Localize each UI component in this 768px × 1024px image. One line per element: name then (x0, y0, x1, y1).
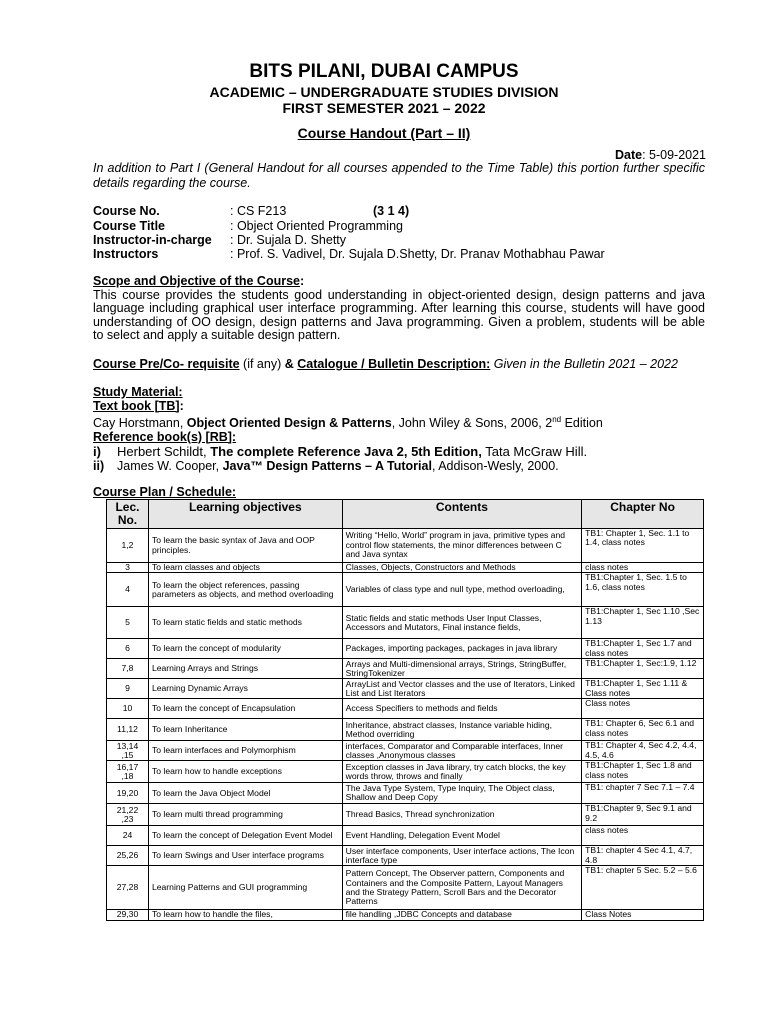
contents-cell: file handling ,JDBC Concepts and database (342, 910, 582, 920)
table-row (107, 699, 704, 719)
prereq-amp: & (284, 357, 298, 371)
objective-cell: To learn the object references, passing parameters as objects, and method overloading (148, 573, 342, 607)
lec-cell: 16,17 ,18 (107, 761, 149, 783)
refbook-2-title: Java™ Design Patterns – A Tutorial (222, 459, 432, 474)
contents-cell: Writing “Hello, World” program in java, primitive types and control flow statements, the minor differences between C and Java syntax (342, 529, 582, 563)
chapter-cell: TB1:Chapter 1, Sec 1.10 ,Sec 1.13 (582, 607, 704, 639)
contents-cell: Packages, importing packages, packages in java library (342, 639, 582, 659)
chapter-cell: TB1:Chapter 1, Sec:1.9, 1.12 (582, 659, 704, 679)
catalogue-value: Given in the Bulletin 2021 – 2022 (490, 357, 678, 371)
table-row (107, 659, 704, 679)
table-row (107, 639, 704, 659)
course-credits: (3 1 4) (373, 204, 410, 218)
lec-cell: 24 (107, 826, 149, 846)
lec-cell: 10 (107, 699, 149, 719)
table-row (107, 529, 704, 563)
objective-cell: To learn the Java Object Model (148, 783, 342, 804)
refbook-heading: Reference book(s) [RB]: (93, 429, 237, 444)
lec-cell: 19,20 (107, 783, 149, 804)
col-lec-no: Lec. No. (107, 500, 149, 529)
refbook-1-num: i) (93, 444, 101, 460)
contents-cell: interfaces, Comparator and Comparable interfaces, Inner classes ,Anonymous classes (342, 741, 582, 761)
instructors-value (230, 247, 605, 261)
lec-cell: 6 (107, 639, 149, 659)
objective-cell: To learn classes and objects (148, 563, 342, 573)
chapter-cell: Class notes (582, 699, 704, 719)
scope-section (93, 275, 705, 343)
objective-cell: To learn interfaces and Polymorphism (148, 741, 342, 761)
course-no-label: Course No. (93, 204, 160, 218)
contents-cell: ArrayList and Vector classes and the use of Iterators, Linked List and List Iterators (342, 679, 582, 699)
scope-colon: : (300, 274, 305, 288)
course-no-value: : CS F213 (230, 204, 287, 218)
table-row (107, 563, 704, 573)
table-row (107, 679, 704, 699)
chapter-cell: TB1: chapter 5 Sec. 5.2 – 5.6 (582, 866, 704, 910)
lec-cell: 4 (107, 573, 149, 607)
objective-cell: To learn Swings and User interface programs (148, 846, 342, 866)
contents-cell: Access Specifiers to methods and fields (342, 699, 582, 719)
refbook-item-2 (93, 459, 705, 474)
col-chapter-no: Chapter No (582, 500, 704, 529)
table-row (107, 741, 704, 761)
instructors-label: Instructors (93, 247, 159, 261)
handout-title: Course Handout (Part – II) (297, 125, 471, 141)
contents-cell: Arrays and Multi-dimensional arrays, Strings, StringBuffer, StringTokenizer (342, 659, 582, 679)
prereq-ifany: (if any) (239, 357, 285, 371)
lec-cell: 3 (107, 563, 149, 573)
table-row (107, 804, 704, 826)
chapter-cell: TB1:Chapter 1, Sec 1.11 & Class notes (582, 679, 704, 699)
contents-cell: Variables of class type and null type, method overloading, (342, 573, 582, 607)
refbook-1-author: Herbert Schildt, (117, 444, 211, 460)
refbook-2-num: ii) (93, 459, 105, 474)
objective-cell: To learn multi thread programming (148, 804, 342, 826)
chapter-cell: TB1: Chapter 1, Sec. 1.1 to 1.4, class notes (582, 529, 704, 563)
col-learning-objectives: Learning objectives (148, 500, 342, 529)
instructor-others: , Dr. Sujala D.Shetty, Dr. Pranav Mothabhau Pawar (322, 247, 605, 261)
table-row (107, 607, 704, 639)
ic-label: Instructor-in-charge (93, 233, 212, 247)
catalogue-heading: Catalogue / Bulletin Description: (297, 357, 491, 371)
refbook-2-author: James W. Cooper, (117, 459, 223, 474)
contents-cell: Thread Basics, Thread synchronization (342, 804, 582, 826)
textbook-title: Object Oriented Design & Patterns (186, 416, 392, 431)
contents-cell: User interface components, User interface actions, The Icon interface type (342, 846, 582, 866)
plan-heading: Course Plan / Schedule: (93, 485, 237, 499)
institution-title: BITS PILANI, DUBAI CAMPUS (249, 61, 519, 82)
contents-cell: The Java Type System, Type Inquiry, The Object class, Shallow and Deep Copy (342, 783, 582, 804)
table-row (107, 783, 704, 804)
course-title-value: : Object Oriented Programming (230, 219, 403, 233)
date-value: : 5-09-2021 (642, 148, 706, 162)
lec-cell: 27,28 (107, 866, 149, 910)
course-title-label: Course Title (93, 219, 166, 233)
objective-cell: To learn how to handle the files, (148, 910, 342, 920)
textbook-sup: nd (552, 415, 562, 424)
col-contents: Contents (342, 500, 582, 529)
contents-cell: Classes, Objects, Constructors and Methods (342, 563, 582, 573)
refbook-1-publisher: Tata McGraw Hill. (481, 444, 588, 460)
contents-cell: Inheritance, abstract classes, Instance variable hiding, Method overriding (342, 719, 582, 741)
instructor-lead: : Prof. S. Vadivel (230, 247, 323, 261)
lec-cell: 29,30 (107, 910, 149, 920)
date-label: Date (614, 148, 643, 162)
prereq-heading: Course Pre/Co- requisite (93, 357, 240, 371)
chapter-cell: TB1:Chapter 1, Sec 1.7 and class notes (582, 639, 704, 659)
scope-heading: Scope and Objective of the Course (93, 274, 300, 288)
objective-cell: To learn the concept of Delegation Event Model (148, 826, 342, 846)
chapter-cell: TB1: chapter 4 Sec 4.1, 4.7, 4.8 (582, 846, 704, 866)
handout-date (615, 148, 706, 162)
objective-cell: To learn Inheritance (148, 719, 342, 741)
lec-cell: 13,14 ,15 (107, 741, 149, 761)
study-heading: Study Material: (93, 385, 183, 399)
objective-cell: Learning Patterns and GUI programming (148, 866, 342, 910)
lec-cell: 7,8 (107, 659, 149, 679)
contents-cell: Event Handling, Delegation Event Model (342, 826, 582, 846)
table-row (107, 910, 704, 920)
chapter-cell: TB1: Chapter 4, Sec 4.2, 4.4, 4.5, 4.6 (582, 741, 704, 761)
refbook-2-publisher: , Addison-Wesly, 2000. (431, 459, 559, 474)
objective-cell: Learning Arrays and Strings (148, 659, 342, 679)
textbook-heading: Text book [TB] (93, 398, 180, 413)
chapter-cell: class notes (582, 826, 704, 846)
course-plan-table (106, 499, 704, 921)
table-header-row (107, 500, 704, 529)
semester-title: FIRST SEMESTER 2021 – 2022 (282, 100, 486, 116)
objective-cell: To learn the concept of Encapsulation (148, 699, 342, 719)
chapter-cell: TB1:Chapter 1, Sec 1.8 and class notes (582, 761, 704, 783)
objective-cell: Learning Dynamic Arrays (148, 679, 342, 699)
chapter-cell: TB1: chapter 7 Sec 7.1 – 7.4 (582, 783, 704, 804)
lec-cell: 1,2 (107, 529, 149, 563)
refbook-1-title: The complete Reference Java 2, 5th Edition, (210, 444, 482, 460)
chapter-cell: TB1: Chapter 6, Sec 6.1 and class notes (582, 719, 704, 741)
table-row (107, 846, 704, 866)
contents-cell: Pattern Concept, The Observer pattern, Components and Containers and the Composite Pattern, Layout Managers and the Strategy Pattern, Scroll Bars and the Decorator Patterns (342, 866, 582, 910)
chapter-cell: TB1:Chapter 1, Sec. 1.5 to 1.6, class notes (582, 573, 704, 607)
table-row (107, 719, 704, 741)
objective-cell: To learn how to handle exceptions (148, 761, 342, 783)
objective-cell: To learn static fields and static methods (148, 607, 342, 639)
textbook-entry (93, 413, 705, 431)
table-row (107, 573, 704, 607)
textbook-author: Cay Horstmann, (93, 416, 187, 431)
textbook-edition: Edition (561, 416, 603, 431)
table-row (107, 826, 704, 846)
prereq-section (93, 358, 705, 372)
contents-cell: Static fields and static methods User Input Classes, Accessors and Mutators, Final instance fields, (342, 607, 582, 639)
table-row (107, 866, 704, 910)
lec-cell: 21,22 ,23 (107, 804, 149, 826)
lec-cell: 9 (107, 679, 149, 699)
contents-cell: Exception classes in Java library, try catch blocks, the key words throw, throws and finally (342, 761, 582, 783)
scope-body: This course provides the students good understanding in object-oriented design, design patterns and java language including graphical user interface programming. After learning this course, students will have good understanding of OO design, design patterns and Java programming. Given a problem, students will be able to select and apply a suitable design pattern. (93, 287, 705, 342)
chapter-cell: TB1:Chapter 9, Sec 9.1 and 9.2 (582, 804, 704, 826)
lec-cell: 5 (107, 607, 149, 639)
lec-cell: 11,12 (107, 719, 149, 741)
chapter-cell: class notes (582, 563, 704, 573)
objective-cell: To learn the concept of modularity (148, 639, 342, 659)
textbook-publisher: , John Wiley & Sons, 2006, 2 (391, 416, 553, 431)
study-material-section (93, 386, 705, 474)
lec-cell: 25,26 (107, 846, 149, 866)
textbook-colon: : (179, 398, 184, 413)
refbook-item-1 (93, 444, 705, 459)
plan-section (93, 486, 705, 500)
chapter-cell: Class Notes (582, 910, 704, 920)
division-title: ACADEMIC – UNDERGRADUATE STUDIES DIVISION (209, 84, 559, 100)
intro-paragraph: In addition to Part I (General Handout for all courses appended to the Time Table) this portion further specific details regarding the course. (93, 161, 705, 190)
ic-value: : Dr. Sujala D. Shetty (230, 233, 347, 247)
objective-cell: To learn the basic syntax of Java and OOP principles. (148, 529, 342, 563)
table-row (107, 761, 704, 783)
